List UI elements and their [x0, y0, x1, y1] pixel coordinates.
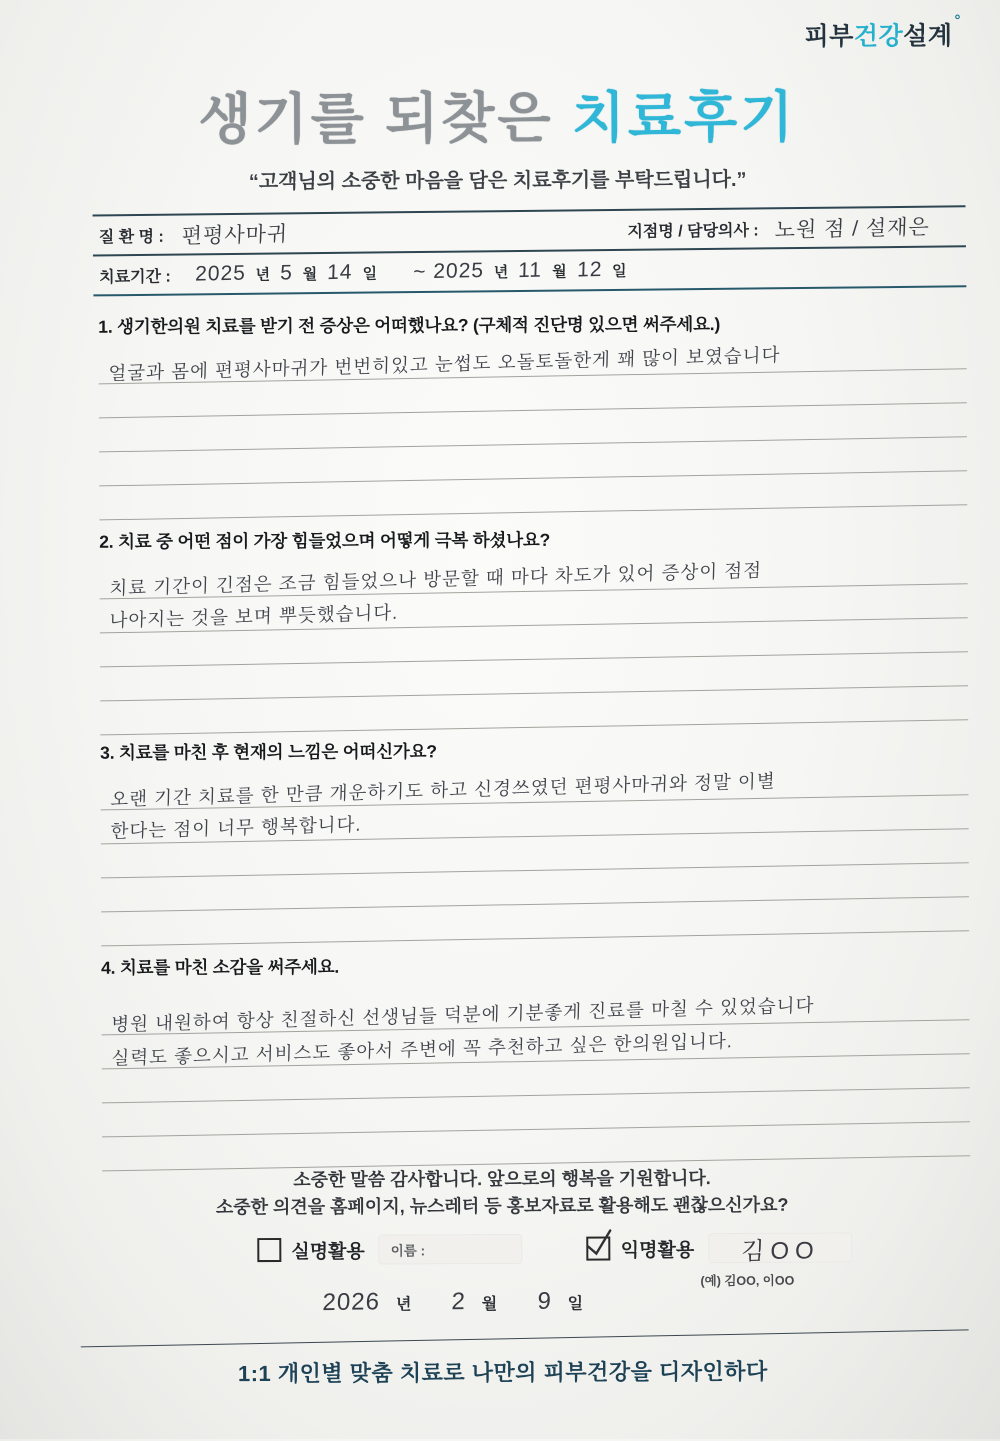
anonymous-label: 익명활용: [620, 1239, 695, 1261]
check-icon: [585, 1227, 615, 1257]
clinic-doctor-value-handwriting: 노원 점 / 설재은: [774, 215, 931, 243]
anonymous-name-handwriting: 김OO: [740, 1236, 820, 1265]
question-block-2: [99, 525, 968, 730]
thanks-line-1: 소중한 말씀 감사합니다. 앞으로의 행복을 기원합니다.: [293, 1168, 711, 1190]
answer-handwriting: 오랜 기간 치료를 한 만큼 개운하기도 하고 신경쓰였던 편평사마귀와 정말 이별: [110, 770, 776, 810]
page-title: [0, 72, 998, 155]
real-name-label: 실명활용: [291, 1241, 365, 1263]
date-year-handwriting: 2026: [322, 1288, 381, 1317]
footer-divider: [81, 1329, 969, 1347]
end-month-handwriting: 11: [518, 258, 543, 283]
answer-handwriting: 치료 기간이 긴점은 조금 힘들었으나 방문할 때 마다 차도가 있어 증상이 점점: [109, 559, 763, 599]
question-block-3: [100, 736, 969, 941]
real-name-checkbox[interactable]: [257, 1238, 281, 1262]
period-label: 치료기간 :: [99, 268, 171, 286]
question-4-answer-area: [101, 992, 970, 1166]
question-1-answer-area: [98, 341, 967, 515]
answer-handwriting: 병원 내원하여 항상 친절하신 선생님들 덕분에 기분좋게 진료를 마칠 수 있었습니다: [110, 994, 815, 1035]
question-2-label: 2. 치료 중 어떤 점이 가장 힘들었으며 어떻게 극복 하셨나요?: [99, 529, 551, 552]
clinic-logo: [804, 11, 961, 53]
footer-slogan: 1:1 개인별 맞춤 치료로 나만의 피부건강을 디자인하다: [237, 1358, 768, 1387]
answer-handwriting: 실력도 좋으시고 서비스도 좋아서 주변에 꼭 추천하고 싶은 한의원입니다.: [111, 1030, 734, 1069]
question-block-4: [101, 951, 970, 1166]
year-unit: 년: [255, 266, 271, 284]
title-accent-part: 치료후기: [571, 85, 797, 149]
month-unit: 월: [302, 265, 318, 283]
end-year-handwriting: ~ 2025: [412, 258, 485, 284]
disease-label: 질 환 명 :: [98, 228, 164, 246]
question-4-label: 4. 치료를 마친 소감을 써주세요.: [101, 956, 340, 978]
question-block-1: [98, 310, 967, 515]
end-day-unit: 일: [611, 262, 627, 280]
logo-suffix: 설계: [903, 22, 953, 51]
name-field-label: 이름 :: [390, 1243, 426, 1259]
start-day-handwriting: 14: [326, 260, 353, 285]
signature-date: [322, 1287, 623, 1316]
patient-info-table: [93, 205, 967, 296]
anonymous-name-field[interactable]: [708, 1232, 852, 1263]
date-month-handwriting: 2: [450, 1288, 467, 1316]
clinic-doctor-label: 지점명 / 담당의사 :: [627, 221, 759, 241]
thanks-line-2: 소중한 의견을 홈페이지, 뉴스레터 등 홍보자료로 활용해도 괜찮으신가요?: [215, 1194, 789, 1218]
answer-handwriting: 나아지는 것을 보며 뿌듯했습니다.: [109, 601, 399, 631]
answer-handwriting: 얼굴과 몸에 편평사마귀가 번번히있고 눈썹도 오돌토돌한게 꽤 많이 보였습니다: [108, 344, 781, 384]
date-day-unit: 일: [567, 1295, 584, 1313]
answer-handwriting: 한다는 점이 너무 행복합니다.: [110, 813, 362, 842]
disease-value-handwriting: 편평사마귀: [181, 222, 289, 249]
logo-degree-mark: °: [954, 11, 961, 30]
name-example-hint: (예) 김OO, 이OO: [700, 1273, 795, 1289]
question-1-label: 1. 생기한의원 치료를 받기 전 증상은 어떠했나요? (구체적 진단명 있으면 써주세요.): [98, 314, 721, 337]
date-day-handwriting: 9: [536, 1287, 553, 1315]
logo-prefix: 피부: [804, 22, 854, 51]
question-3-answer-area: [100, 767, 969, 941]
end-day-handwriting: 12: [576, 257, 603, 282]
subtitle: “고객님의 소중한 마음을 담은 치료후기를 부탁드립니다.”: [248, 168, 747, 194]
anonymous-option: [587, 1232, 853, 1263]
title-gray-part: 생기를 되찾은: [198, 86, 554, 151]
question-3-label: 3. 치료를 마친 후 현재의 느낌은 어떠신가요?: [100, 741, 437, 763]
anonymous-checkbox[interactable]: [587, 1237, 611, 1261]
end-year-unit: 년: [493, 263, 509, 281]
end-month-unit: 월: [552, 262, 567, 281]
date-month-unit: 월: [481, 1295, 498, 1313]
name-input-field[interactable]: [379, 1234, 523, 1265]
consent-options-row: [257, 1232, 897, 1265]
date-year-unit: 년: [395, 1295, 412, 1313]
question-2-answer-area: [99, 556, 968, 730]
thanks-message: [2, 1164, 1000, 1222]
start-year-handwriting: 2025: [194, 261, 246, 286]
logo-accent: 건강: [853, 22, 904, 51]
start-month-handwriting: 5: [279, 261, 294, 285]
day-unit: 일: [362, 264, 378, 283]
